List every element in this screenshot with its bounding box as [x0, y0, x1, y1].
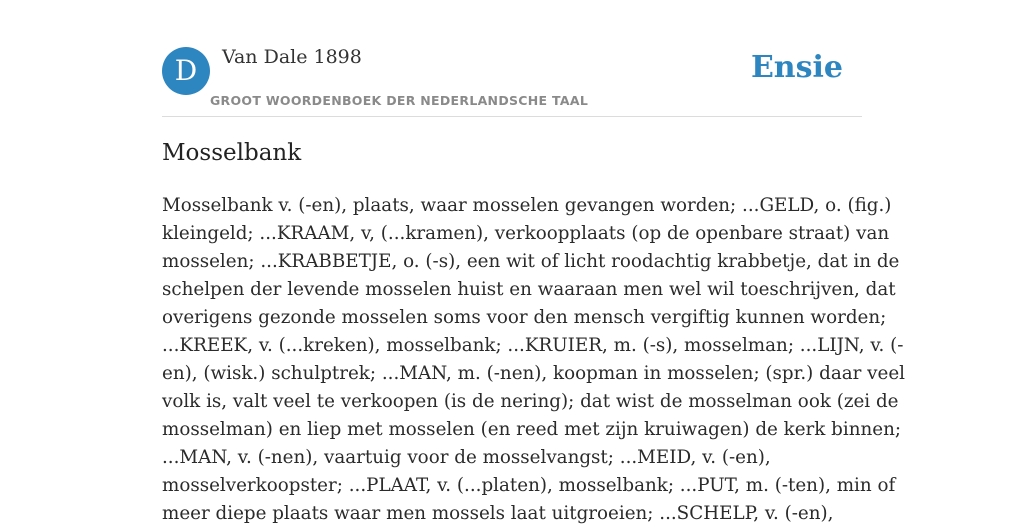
page: [162, 0, 905, 524]
definition-line: schelpen der levende mosselen huist en waaraan men wel wil toeschrijven, dat: [162, 279, 896, 300]
definition-line: mosselen; ...KRABBETJE, o. (-s), een wit of licht roodachtig krabbetje, dat in de: [162, 251, 900, 272]
entry-title: Mosselbank: [162, 140, 302, 166]
definition-line: ...KREEK, v. (...kreken), mosselbank; ...KRUIER, m. (-s), mosselman; ...LIJN, v. (-: [162, 335, 904, 356]
entry-definition: [162, 192, 905, 528]
source-avatar[interactable]: D: [162, 47, 210, 95]
definition-line: en), (wisk.) schulptrek; ...MAN, m. (-nen), koopman in mosselen; (spr.) daar veel: [162, 363, 905, 384]
definition-line: ...MAN, v. (-nen), vaartuig voor de mosselvangst; ...MEID, v. (-en),: [162, 447, 771, 468]
definition-line: mosselverkoopster; ...PLAAT, v. (...platen), mosselbank; ...PUT, m. (-ten), min of: [162, 475, 896, 496]
definition-line: meer diepe plaats waar men mossels laat uitgroeien; ...SCHELP, v. (-en),: [162, 503, 834, 524]
definition-line: kleingeld; ...KRAAM, v, (...kramen), verkoopplaats (op de openbare straat) van: [162, 223, 890, 244]
definition-line: Mosselbank v. (-en), plaats, waar mosselen gevangen worden; ...GELD, o. (fig.): [162, 195, 892, 216]
definition-line: overigens gezonde mosselen soms voor den mensch vergiftig kunnen worden;: [162, 307, 887, 328]
source-title[interactable]: Van Dale 1898: [222, 46, 362, 68]
definition-line: volk is, valt veel te verkoopen (is de nering); dat wist de mosselman ook (zei de: [162, 391, 899, 412]
definition-line: mosselman) en liep met mosselen (en reed met zijn kruiwagen) de kerk binnen;: [162, 419, 902, 440]
header: [162, 0, 862, 117]
source-subtitle: GROOT WOORDENBOEK DER NEDERLANDSCHE TAAL: [210, 93, 589, 108]
ensie-logo[interactable]: Ensie: [750, 50, 843, 85]
